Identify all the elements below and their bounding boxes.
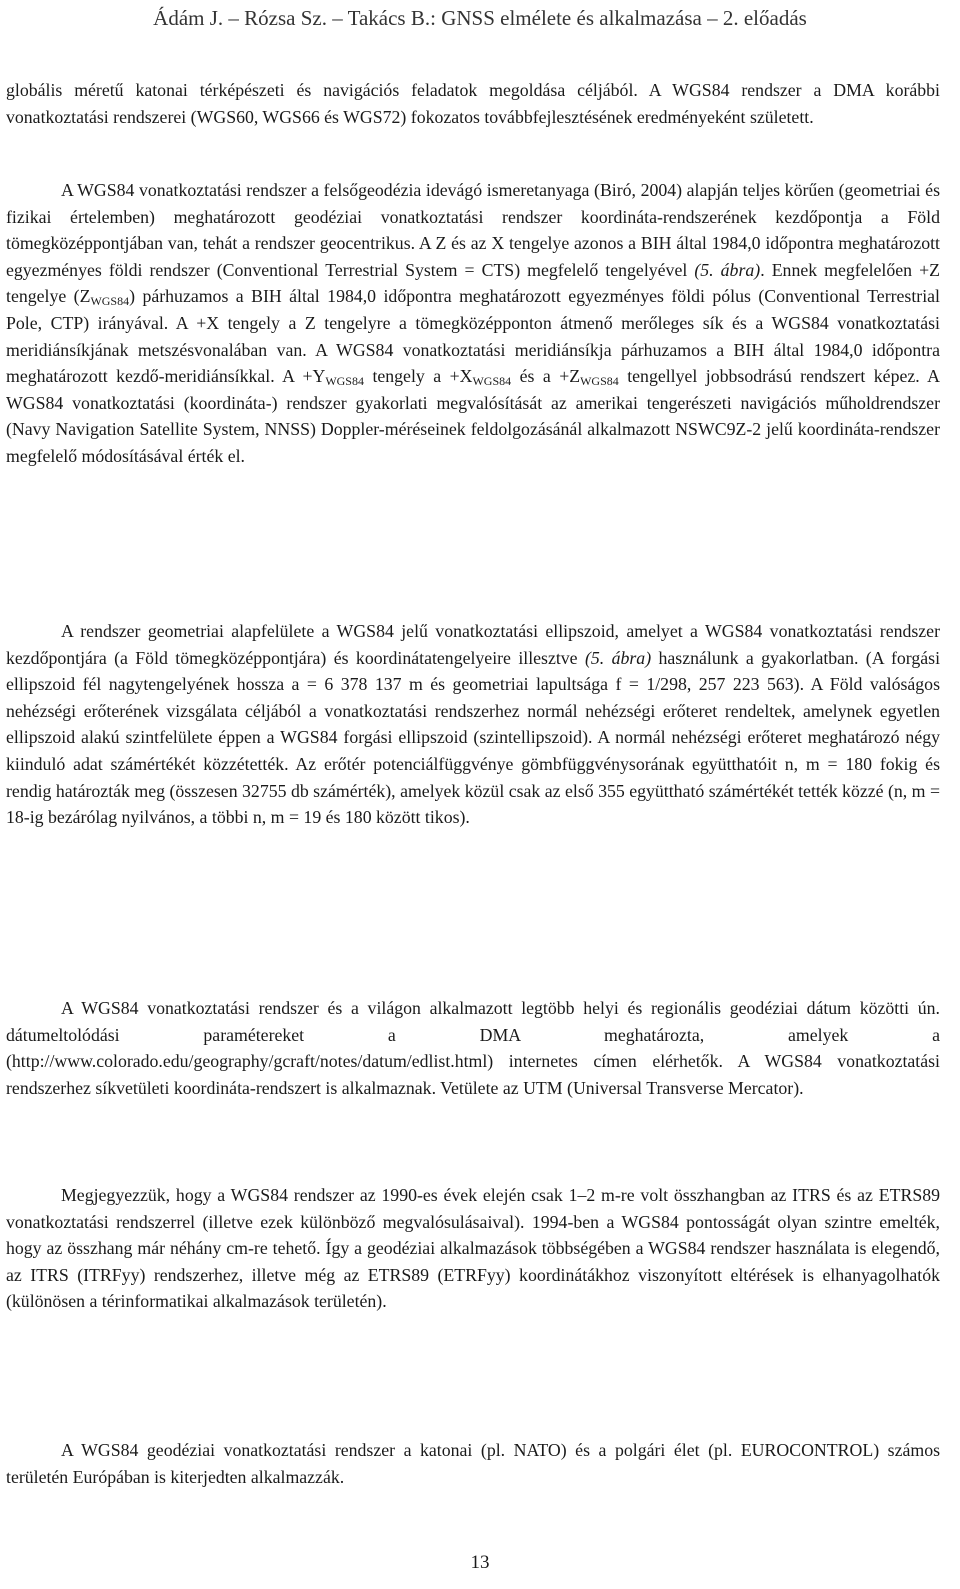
text-span: ) párhuzamos a BIH által 1984,0 időpontra meghatározott egyezményes földi pólus (Conventional Terrestrial Pole, CTP) irányával. A +X tengely a Z tengelyre a tömegközépponton átmenő merőleges sík és a WGS84 vonatkoztatási meridiánsíkjának metszésvonalában van. A WGS84 vonatkoztatási meridiánsíkja párhuzamos a BIH által 1984,0 időpontra meghatározott kezdő-meridiánsíkkal. A +Y <box>6 286 940 387</box>
text-span: A rendszer geometriai alapfelülete a WGS84 jelű vonatkoztatási ellipszoid, amelyet a WGS84 vonatkoztatási rendszer kezdőpontjára (a Föld tömegközéppontjára) és koordinátatengelyeire illesztve <box>6 621 940 668</box>
paragraph-wgs84-ellipsoid <box>6 618 940 831</box>
text-span: tengellyel jobbsodrású rendszert képez. A WGS84 vonatkoztatási (koordináta-) rendszer gyakorlati megvalósítását az amerikai tengerészeti navigációs műholdrendszer (Navy Navigation Satellite System, NNSS) Doppler-méréseinek feldolgozásánál alkalmazott NSWC9Z-2 jelű koordináta-rendszer megfelelő módosításával érték el. <box>6 366 941 466</box>
figure-reference: (5. ábra) <box>694 259 761 280</box>
paragraph-wgs84-definition <box>6 177 940 470</box>
subscript: WGS84 <box>90 294 130 309</box>
subscript: WGS84 <box>580 374 619 389</box>
text-span: A WGS84 vonatkoztatási rendszer a felsőgeodézia idevágó ismeretanyaga (Biró, 2004) alapján teljes körűen (geometriai és fizikai értelemben) meghatározott geodéziai vonatkoztatási rendszer koordináta-rendszerének kezdőpontja a Föld tömegközéppontjában van, tehát a rendszer geocentrikus. A Z és az X tengelye azonos a BIH által 1984,0 időpontra meghatározott egyezményes földi rendszer (Conventional Terrestrial System = CTS) megfelelő tengelyével <box>6 180 940 280</box>
paragraph-wgs84-origin: globális méretű katonai térképészeti és navigációs feladatok megoldása céljából. A WGS84 rendszer a DMA korábbi vonatkoztatási rendszerei (WGS60, WGS66 és WGS72) fokozatos továbbfejlesztésének eredményeként született. <box>6 80 940 127</box>
page-number: 13 <box>470 1552 490 1573</box>
figure-reference: (5. ábra) <box>584 647 652 668</box>
text-span: és a +Z <box>511 366 581 387</box>
paragraph-itrs-comparison: Megjegyezzük, hogy a WGS84 rendszer az 1990-es évek elején csak 1–2 m-re volt összhangban az ITRS és az ETRS89 vonatkoztatási rendszerrel (illetve ezek különböző megvalósulásaival). 1994-ben a WGS84 pontosságát olyan szintre emelték, hogy az összhang már néhány cm-re tehető. Így a geodéziai alkalmazások többségében a WGS84 rendszer használata is elegendő, az ITRS (ITRFyy) rendszerhez, illetve még az ETRS89 (ETRFyy) koordinátákhoz viszonyított eltérések is elhanyagolhatók (különösen a térinformatikai alkalmazások területén). <box>6 1185 940 1312</box>
text-span: . Ennek megfelelően +Z tengelye (Z <box>6 259 940 307</box>
subscript: WGS84 <box>472 374 512 389</box>
subscript: WGS84 <box>325 374 364 389</box>
running-header: Ádám J. – Rózsa Sz. – Takács B.: GNSS elmélete és alkalmazása – 2. előadás <box>153 6 807 30</box>
paragraph-usage: A WGS84 geodéziai vonatkoztatási rendszer a katonai (pl. NATO) és a polgári élet (pl. EUROCONTROL) számos területén Európában is kiterjedten alkalmazzák. <box>6 1440 940 1487</box>
text-span: tengely a +X <box>363 366 473 387</box>
text-span: használunk a gyakorlatban. (A forgási ellipszoid fél nagytengelyének hossza a = 6 378 137 m és geometriai lapultsága f = 1/298, 257 223 563). A Föld valóságos nehézségi erőterének vizsgálata céljából a vonatkoztatási rendszerhez normál nehézségi erőteret rendeltek, amelynek egyetlen ellipszoid alakú szintfelülete éppen a WGS84 forgási ellipszoid (szintellipszoid). A normál nehézségi erőteret meghatározó négy kiinduló adat számértékét közzétették. Az erőtér potenciálfüggvénye gömbfüggvénysorának együtthatóit n, m = 180 fokig és rendig határozták meg (összesen 32755 db számérték), amelyek közül csak az első 355 együttható számértékét tették közzé (n, m = 18-ig bezárólag nyilvános, a többi n, m = 19 és 180 között tikos). <box>6 647 941 828</box>
paragraph-datum-shift: A WGS84 vonatkoztatási rendszer és a világon alkalmazott legtöbb helyi és regionális geodéziai dátum közötti ún. dátumeltolódási paramétereket a DMA meghatározta, amelyek a (http://www.colorado.edu/geography/gcraft/notes/datum/edlist.html) internetes címen elérhetők. A WGS84 vonatkoztatási rendszerhez síkvetületi koordináta-rendszert is alkalmaznak. Vetülete az UTM (Universal Transverse Mercator). <box>6 998 940 1098</box>
